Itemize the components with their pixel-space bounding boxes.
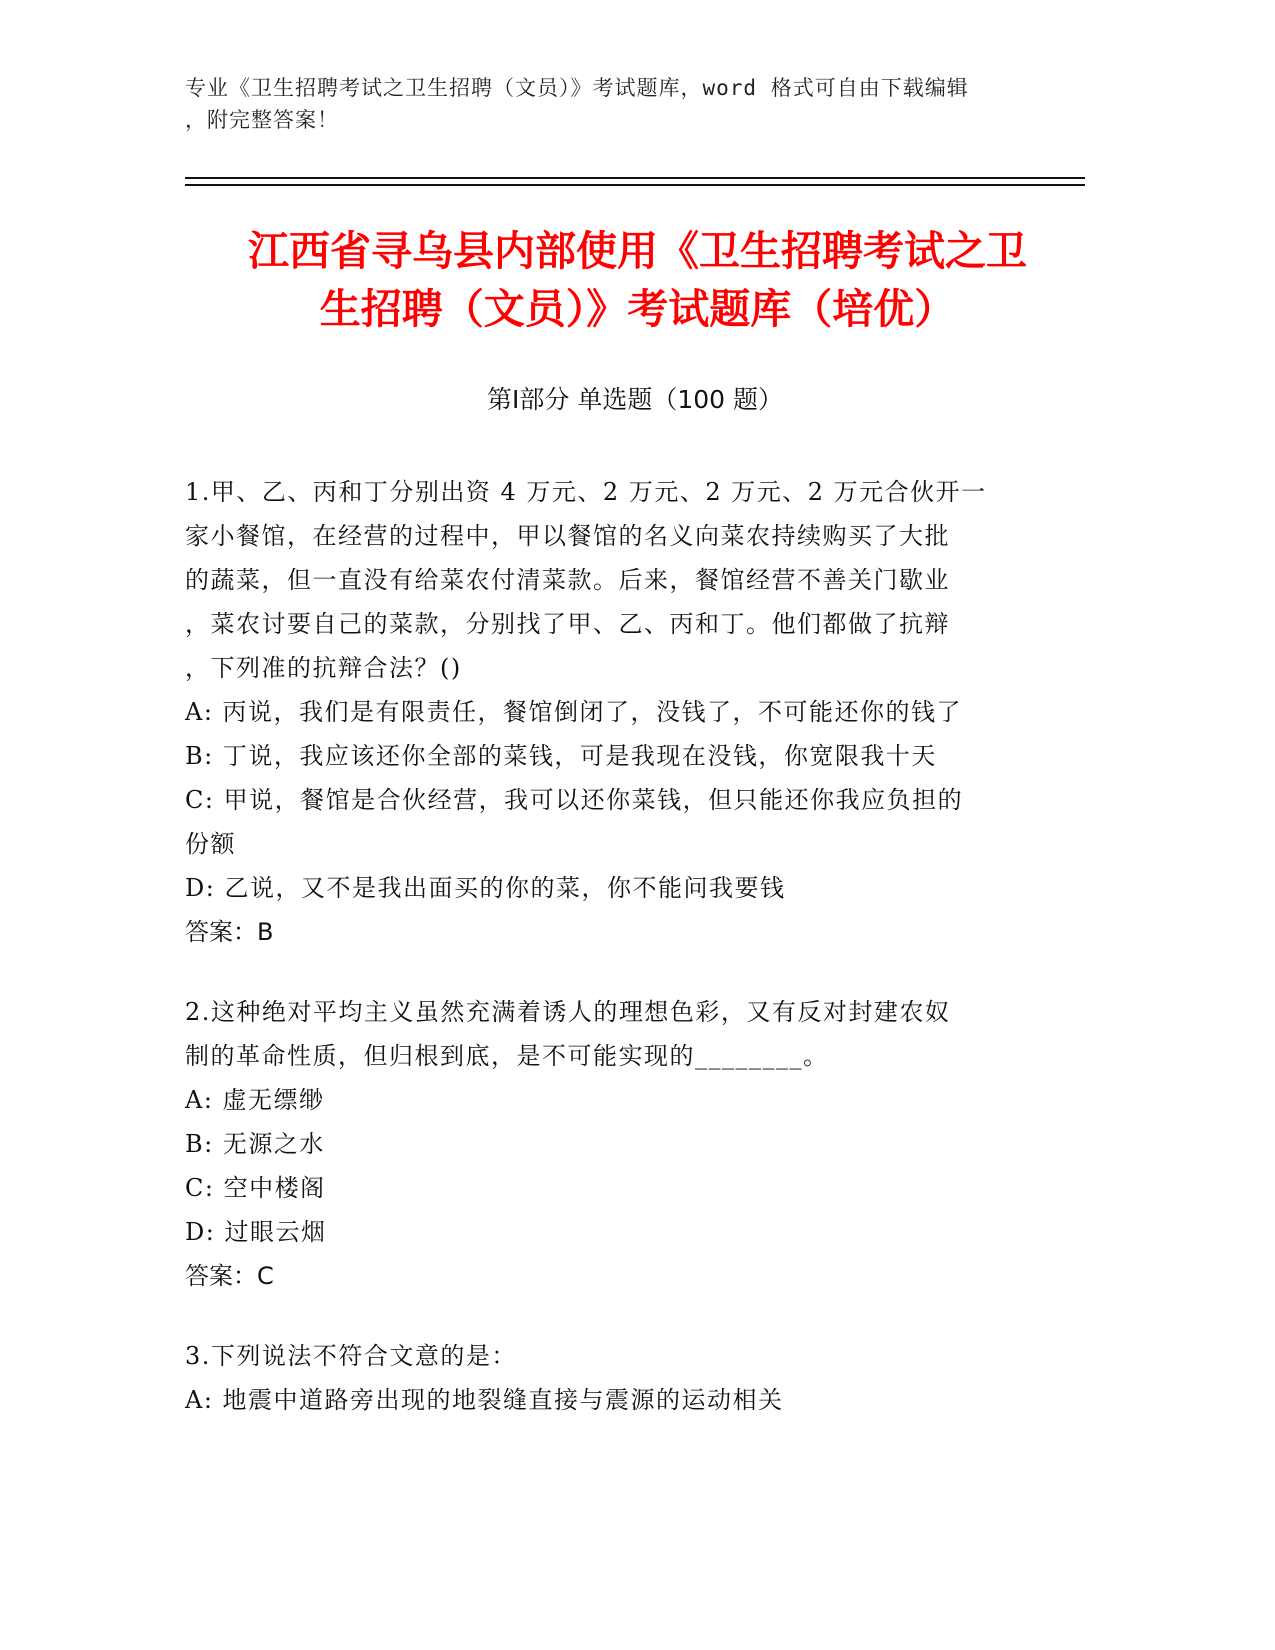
question-3 bbox=[185, 1334, 1065, 1422]
option-c-continued: 份额 bbox=[185, 830, 236, 858]
option-b: B: 丁说，我应该还你全部的菜钱，可是我现在没钱，你宽限我十天 bbox=[185, 742, 937, 770]
option-c: C: 空中楼阁 bbox=[185, 1174, 326, 1202]
document-title-line: 江西省寻乌县内部使用《卫生招聘考试之卫 bbox=[248, 227, 1027, 275]
header-note-line: 专业《卫生招聘考试之卫生招聘（文员）》考试题库，word 格式可自由下载编辑 bbox=[185, 76, 969, 100]
header-note bbox=[185, 72, 1065, 136]
answer: 答案：B bbox=[185, 918, 274, 946]
question-stem-line: 制的革命性质，但归根到底，是不可能实现的________。 bbox=[185, 1042, 829, 1070]
option-a: A: 丙说，我们是有限责任，餐馆倒闭了，没钱了，不可能还你的钱了 bbox=[185, 698, 963, 726]
option-a: A: 虚无缥缈 bbox=[185, 1086, 325, 1114]
header-divider bbox=[185, 177, 1085, 179]
header-divider bbox=[185, 184, 1085, 186]
question-stem-line: ，菜农讨要自己的菜款，分别找了甲、乙、丙和丁。他们都做了抗辩 bbox=[185, 610, 950, 638]
option-c: C: 甲说，餐馆是合伙经营，我可以还你菜钱，但只能还你我应负担的 bbox=[185, 786, 964, 814]
question-stem-line: ，下列准的抗辩合法？() bbox=[185, 654, 462, 682]
option-d: D: 乙说，又不是我出面买的你的菜，你不能问我要钱 bbox=[185, 874, 786, 902]
option-a: A: 地震中道路旁出现的地裂缝直接与震源的运动相关 bbox=[185, 1386, 784, 1414]
question-list bbox=[185, 470, 1065, 1458]
option-d: D: 过眼云烟 bbox=[185, 1218, 327, 1246]
option-b: B: 无源之水 bbox=[185, 1130, 325, 1158]
question-2 bbox=[185, 990, 1065, 1298]
document-title-line: 生招聘（文员）》考试题库（培优） bbox=[319, 285, 956, 333]
question-stem-line: 3.下列说法不符合文意的是： bbox=[185, 1342, 517, 1370]
question-stem-line: 的蔬菜，但一直没有给菜农付清菜款。后来，餐馆经营不善关门歇业 bbox=[185, 566, 950, 594]
section-title: 第Ⅰ部分 单选题（100 题） bbox=[487, 385, 783, 414]
answer: 答案：C bbox=[185, 1262, 274, 1290]
header-note-line: ，附完整答案！ bbox=[185, 108, 339, 132]
document-title bbox=[150, 222, 1125, 338]
question-stem-line: 家小餐馆，在经营的过程中，甲以餐馆的名义向菜农持续购买了大批 bbox=[185, 522, 950, 550]
question-stem-line: 2.这种绝对平均主义虽然充满着诱人的理想色彩，又有反对封建农奴 bbox=[185, 998, 951, 1026]
question-1 bbox=[185, 470, 1065, 954]
question-stem-line: 1.甲、乙、丙和丁分别出资 4 万元、2 万元、2 万元、2 万元合伙开一 bbox=[185, 478, 987, 506]
